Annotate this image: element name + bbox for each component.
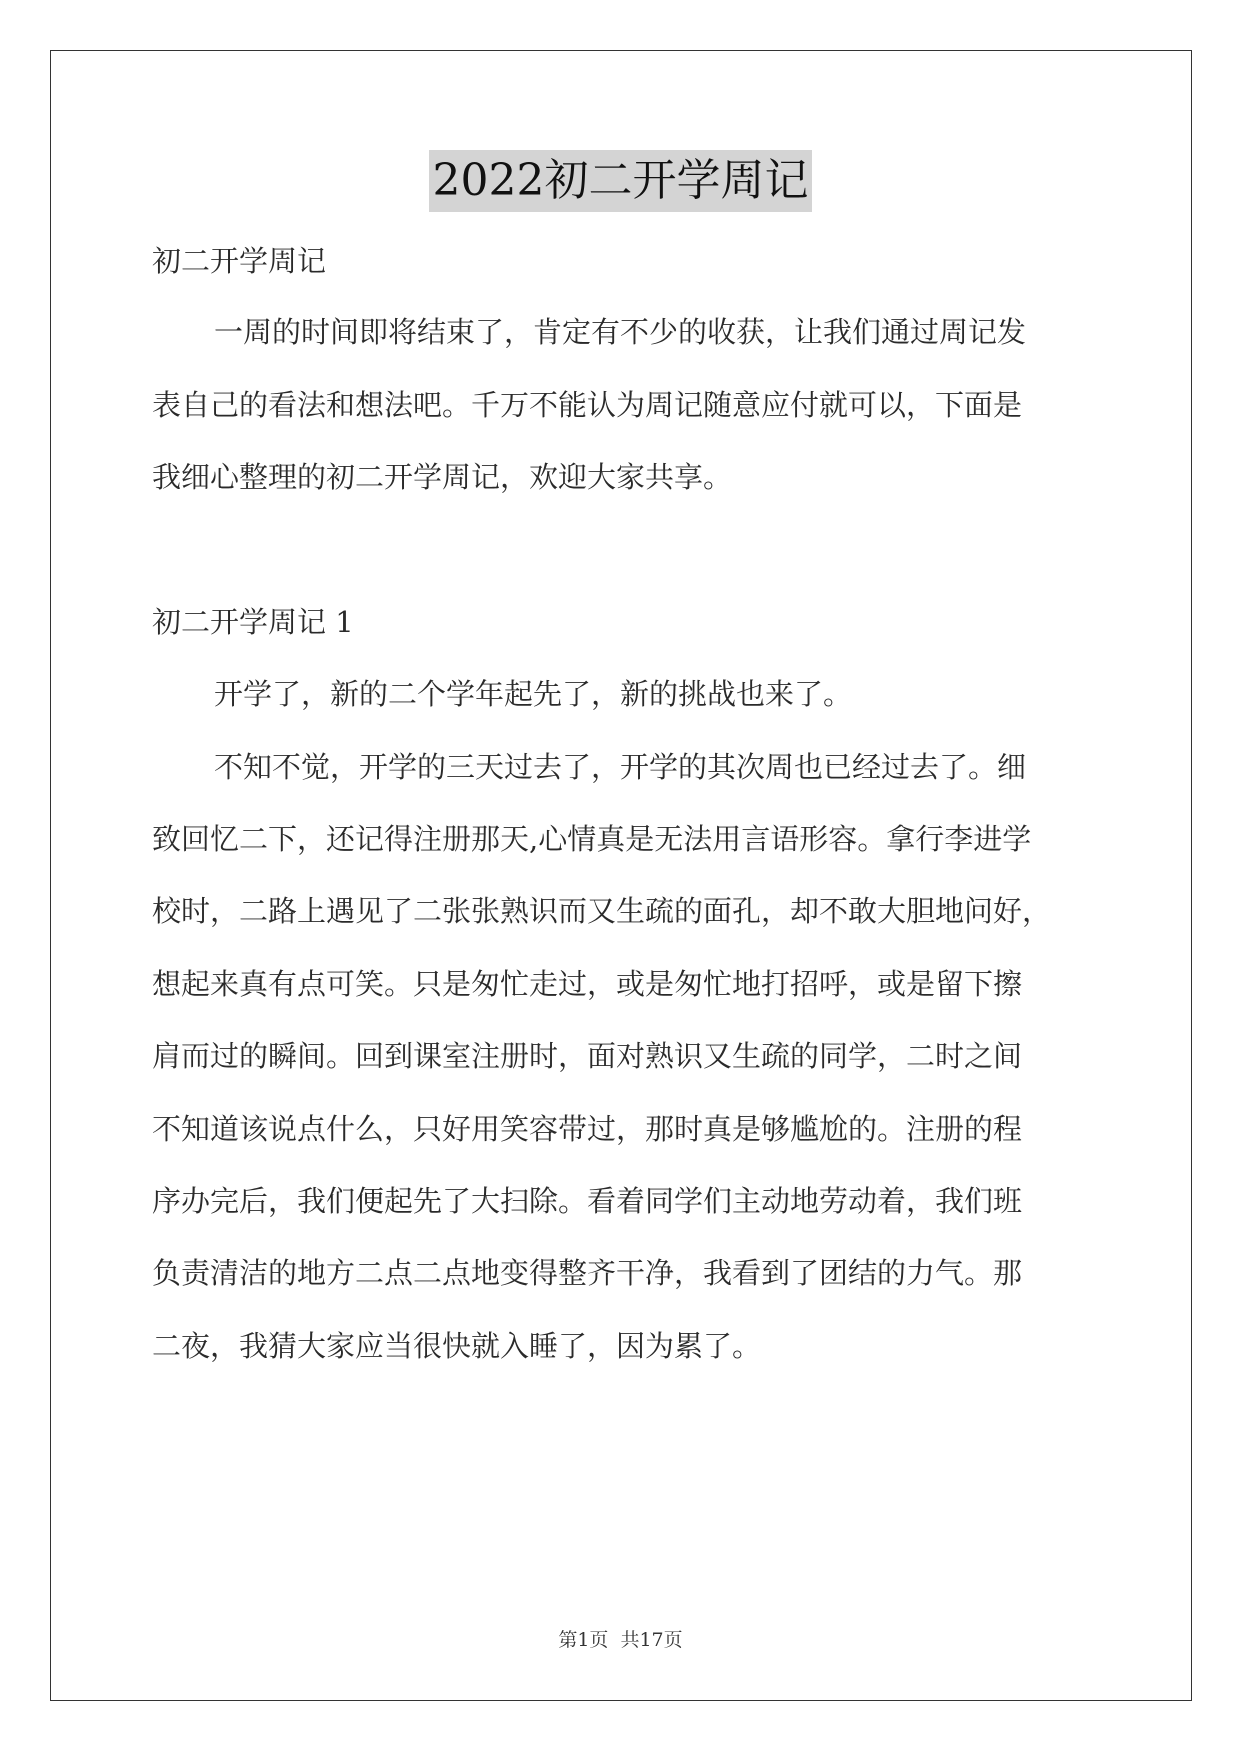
paragraph-line: 想起来真有点可笑。只是匆忙走过，或是匆忙地打招呼，或是留下擦 xyxy=(152,967,1023,1001)
title-container xyxy=(0,150,1241,212)
page-total: 共17页 xyxy=(620,1629,683,1651)
paragraph-line: 二夜，我猜大家应当很快就入睡了，因为累了。 xyxy=(152,1329,762,1363)
intro-line: 我细心整理的初二开学周记，欢迎大家共享。 xyxy=(152,460,733,494)
section-heading: 初二开学周记 1 xyxy=(152,605,354,639)
paragraph-line: 序办完后，我们便起先了大扫除。看着同学们主动地劳动着，我们班 xyxy=(152,1184,1023,1218)
page-footer xyxy=(0,1625,1241,1652)
page-number: 第1页 xyxy=(558,1629,609,1651)
subtitle: 初二开学周记 xyxy=(152,244,327,278)
document-title: 2022初二开学周记 xyxy=(429,150,813,212)
paragraph-line: 校时，二路上遇见了二张张熟识而又生疏的面孔，却不敢大胆地问好， xyxy=(152,894,1052,928)
paragraph-line: 开学了，新的二个学年起先了，新的挑战也来了。 xyxy=(214,677,853,711)
paragraph-line: 不知不觉，开学的三天过去了，开学的其次周也已经过去了。细 xyxy=(214,750,1027,784)
paragraph-line: 致回忆二下，还记得注册那天,心情真是无法用言语形容。拿行李进学 xyxy=(152,822,1032,856)
page-border xyxy=(50,50,1192,1701)
paragraph-line: 不知道该说点什么，只好用笑容带过，那时真是够尴尬的。注册的程 xyxy=(152,1112,1023,1146)
paragraph-line: 肩而过的瞬间。回到课室注册时，面对熟识又生疏的同学，二时之间 xyxy=(152,1039,1023,1073)
paragraph-line: 负责清洁的地方二点二点地变得整齐干净，我看到了团结的力气。那 xyxy=(152,1256,1023,1290)
intro-line: 一周的时间即将结束了，肯定有不少的收获，让我们通过周记发 xyxy=(214,315,1027,349)
intro-line: 表自己的看法和想法吧。千万不能认为周记随意应付就可以，下面是 xyxy=(152,388,1023,422)
